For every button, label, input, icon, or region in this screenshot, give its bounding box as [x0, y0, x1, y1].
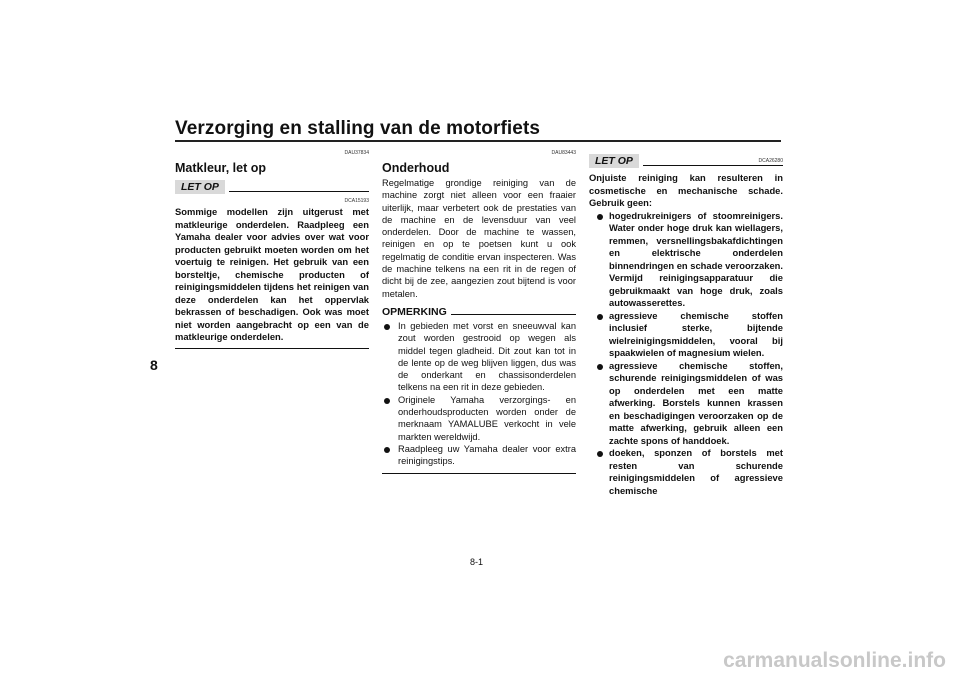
notice-list	[589, 210, 783, 498]
notice-label: LET OP	[175, 180, 225, 194]
list-item: agressieve chemische stoffen inclusief sterke, bijtende wielreinigingsmiddelen, vooral bij spaakwielen of magnesium wielen.	[589, 310, 783, 360]
title-rule	[175, 140, 781, 142]
list-item: In gebieden met vorst en sneeuwval kan zout worden gestrooid op wegen als middel tegen gladheid. Dit zout kan tot in de lente op de weg blijven liggen, dus was de onderkant en chassisonderdelen telkens na een rit in deze gebieden.	[382, 320, 576, 394]
notice-code: DCA15193	[344, 198, 369, 204]
section-code: DAU83443	[551, 150, 576, 156]
list-item: hogedrukreinigers of stoomreinigers. Water onder hoge druk kan wiellagers, remmen, versnellingsbakafdichtingen en elektrische onderdelen binnendringen en schade veroorzaken. Vermijd reinigingsapparatuur die gebruikmaakt van hoge druk, zoals autowasserettes.	[589, 210, 783, 310]
bullet-icon	[597, 314, 603, 320]
chapter-tab: 8	[150, 357, 158, 373]
onderhoud-text: Regelmatige grondige reiniging van de machine zorgt niet alleen voor een fraaier uiterlijk, maar verbetert ook de prestaties van de machine en de levensduur van veel onderdelen. Door de machine te wassen, reinigen en op te poetsen kunt u ook regelmatig de conditie ervan inspecteren. Was de machine telkens na een rit in de regen of dicht bij de zee, aangezien zout bijtend is voor metalen.	[382, 178, 576, 299]
bullet-icon	[597, 451, 603, 457]
note-list	[382, 320, 576, 468]
section-title-matkleur: Matkleur, let op	[175, 161, 266, 175]
column-let-op	[589, 150, 783, 497]
bullet-icon	[384, 447, 390, 453]
bullet-icon	[384, 398, 390, 404]
notice-end-rule	[175, 348, 369, 349]
bullet-icon	[597, 364, 603, 370]
notice-text: Sommige modellen zijn uitgerust met matkleurige onderdelen. Raadpleeg een Yamaha dealer voor advies over wat voor producten gebruikt moeten worden om het voertuig te reinigen. Het gebruik van een borsteltje, chemische producten of reinigingsmiddelen tijdens het reinigen van deze onderdelen kan het oppervlak bekrassen of beschadigen. Ook was moet niet worden aangebracht op een van de matkleurige onderdelen.	[175, 206, 369, 342]
note-line	[451, 314, 576, 315]
page-title: Verzorging en stalling van de motorfiets	[175, 118, 541, 139]
notice-label: LET OP	[589, 154, 639, 168]
watermark: carmanualsonline.info	[723, 649, 946, 672]
column-onderhoud	[382, 150, 576, 474]
notice-line	[643, 165, 783, 166]
notice-code: DCA26280	[758, 158, 783, 164]
list-item: Originele Yamaha verzorgings- en onderhoudsproducten worden onder de merknaam YAMALUBE verkocht in vele markten wereldwijd.	[382, 394, 576, 443]
bullet-icon	[384, 324, 390, 330]
page-number: 8-1	[470, 557, 484, 567]
note-header	[382, 306, 576, 318]
list-item: Raadpleeg uw Yamaha dealer voor extra reinigingstips.	[382, 443, 576, 468]
notice-line	[229, 191, 369, 192]
note-label: OPMERKING	[382, 305, 447, 318]
list-item: agressieve chemische stoffen, schurende reinigingsmiddelen of was op onderdelen met een matte afwerking. Borstels kunnen krassen en beschadigingen veroorzaken op de matte afwerking, gebruik alleen een zachte spons of handdoek.	[589, 360, 783, 448]
notice-intro: Onjuiste reiniging kan resulteren in cosmetische en mechanische schade. Gebruik geen:	[589, 172, 783, 208]
section-title-onderhoud: Onderhoud	[382, 161, 450, 175]
bullet-icon	[597, 214, 603, 220]
section-code: DAU37834	[344, 150, 369, 156]
list-item: doeken, sponzen of borstels met resten van schurende reinigingsmiddelen of agressieve chemische	[589, 447, 783, 497]
column-matkleur	[175, 150, 369, 349]
note-end-rule	[382, 473, 576, 474]
notice-header	[175, 180, 369, 194]
